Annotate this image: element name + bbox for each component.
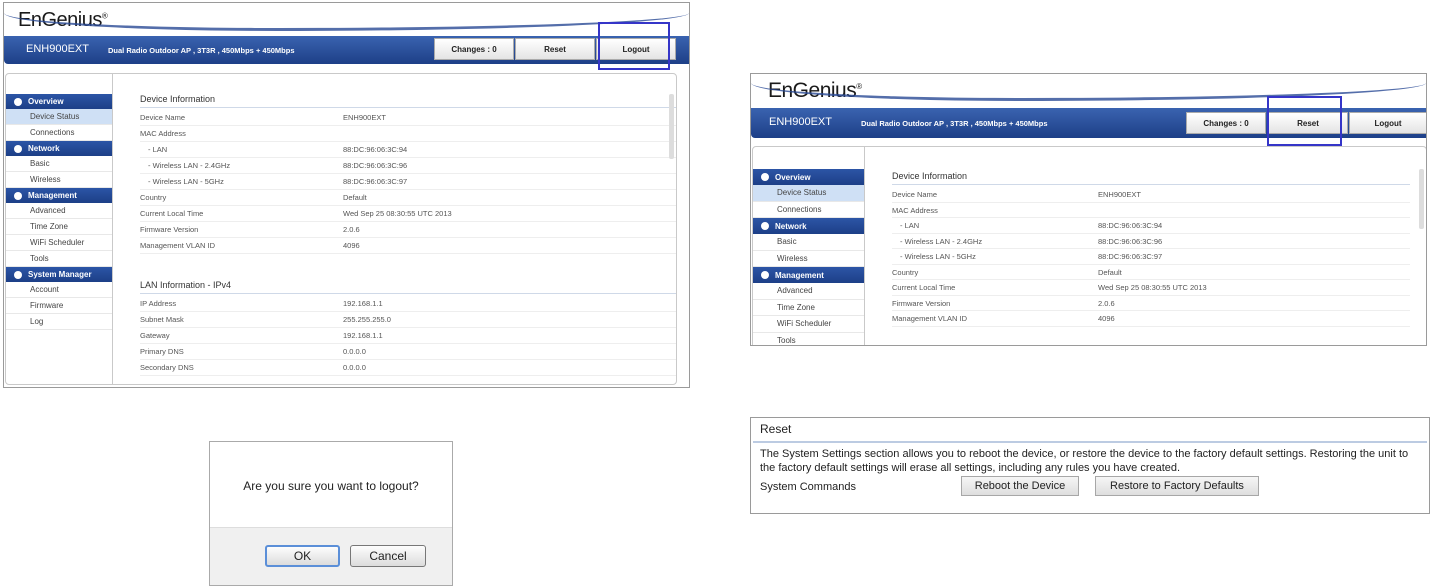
info-label: Country (140, 193, 167, 202)
info-row (140, 222, 676, 238)
sidebar-item-account[interactable]: Account (6, 282, 112, 298)
info-row (892, 265, 1410, 281)
sidebar-item-connections[interactable]: Connections (6, 125, 112, 141)
gear-icon (761, 271, 769, 279)
info-value: Default (1098, 267, 1122, 277)
info-label: Country (892, 267, 919, 277)
sidebar-item-advanced[interactable]: Advanced (753, 283, 864, 300)
logout-dialog (209, 441, 453, 586)
info-row (140, 126, 676, 142)
info-label: Primary DNS (140, 347, 184, 356)
info-label: Management VLAN ID (140, 241, 216, 250)
model-name: ENH900EXT (26, 43, 89, 55)
sidebar-section-management[interactable] (753, 267, 864, 283)
sidebar-section-system-manager[interactable] (6, 267, 112, 282)
info-value: Wed Sep 25 08:30:55 UTC 2013 (343, 209, 452, 218)
info-label: Management VLAN ID (892, 314, 968, 323)
scrollbar[interactable] (1419, 169, 1424, 229)
info-row (892, 311, 1410, 327)
info-row (140, 206, 676, 222)
info-value: 88:DC:96:06:3C:96 (343, 161, 408, 170)
info-value: 2.0.6 (343, 225, 360, 234)
brand-logo: EnGenius® (18, 9, 108, 31)
info-label: IP Address (140, 299, 177, 308)
info-label: MAC Address (140, 129, 186, 138)
info-row (140, 190, 676, 206)
info-value: 2.0.6 (1098, 298, 1115, 308)
sidebar-item-time-zone[interactable]: Time Zone (6, 219, 112, 235)
sidebar-item-firmware[interactable]: Firmware (6, 298, 112, 314)
sidebar-section-label: System Manager (28, 270, 92, 279)
sidebar-item-device-status[interactable]: Device Status (753, 185, 864, 202)
info-row (892, 187, 1410, 203)
right-screenshot (750, 73, 1427, 346)
info-row (892, 280, 1410, 296)
info-row (892, 249, 1410, 265)
info-row (140, 296, 676, 312)
info-row (140, 174, 676, 190)
user-icon (14, 271, 22, 279)
info-label: Device Name (140, 113, 186, 122)
info-label: - Wireless LAN - 2.4GHz (148, 161, 231, 170)
info-value: 4096 (1098, 314, 1115, 323)
info-value: 88:DC:96:06:3C:94 (1098, 221, 1163, 230)
sidebar-section-label: Overview (28, 97, 64, 106)
info-value: 0.0.0.0 (343, 363, 366, 372)
info-value: ENH900EXT (1098, 190, 1141, 199)
info-row (140, 344, 676, 360)
content-area (752, 146, 1427, 346)
info-label: Secondary DNS (140, 363, 194, 372)
sidebar-section-overview[interactable] (753, 169, 864, 185)
sidebar-item-basic[interactable]: Basic (753, 234, 864, 251)
sidebar-item-log[interactable]: Log (6, 314, 112, 330)
sidebar-section-network[interactable] (6, 141, 112, 156)
info-label: Current Local Time (140, 209, 204, 218)
logout-message: Are you sure you want to logout? (243, 479, 419, 493)
info-label: Current Local Time (892, 283, 956, 292)
info-row (140, 110, 676, 126)
sidebar-item-connections[interactable]: Connections (753, 202, 864, 219)
info-value: 88:DC:96:06:3C:94 (343, 145, 408, 154)
logout-highlight (598, 22, 670, 70)
reset-title: Reset (760, 422, 792, 436)
reset-description: The System Settings section allows you to reboot the device, or restore the device to the factory default settings. Restoring the unit to the factory default settings will erase all settings, including any rules you have created. (760, 448, 1409, 474)
main-panel (114, 74, 676, 384)
sidebar-item-tools[interactable]: Tools (753, 333, 864, 347)
changes-button[interactable]: Changes : 0 (1186, 112, 1266, 134)
sidebar-item-wireless[interactable]: Wireless (6, 172, 112, 188)
brand-logo: EnGenius® (768, 79, 862, 102)
changes-button[interactable]: Changes : 0 (434, 38, 514, 60)
scrollbar[interactable] (669, 94, 674, 159)
gear-icon (14, 192, 22, 200)
info-value: ENH900EXT (343, 113, 386, 122)
info-label: - Wireless LAN - 5GHz (900, 252, 976, 261)
info-row (892, 203, 1410, 219)
logout-button[interactable]: Logout (596, 38, 676, 60)
ok-button[interactable]: OK (265, 545, 340, 567)
reset-button[interactable]: Reset (1268, 112, 1348, 134)
info-label: Firmware Version (892, 298, 951, 308)
sidebar-section-label: Network (775, 221, 807, 231)
content-area (5, 73, 677, 385)
sidebar-section-management[interactable] (6, 188, 112, 203)
lan-info-title: LAN Information - IPv4 (140, 280, 676, 294)
main-panel (866, 147, 1426, 346)
info-row (892, 296, 1410, 312)
info-value: 88:DC:96:06:3C:96 (1098, 236, 1163, 246)
logout-button[interactable]: Logout (1349, 112, 1427, 134)
info-value: 88:DC:96:06:3C:97 (1098, 252, 1163, 261)
sidebar-section-network[interactable] (753, 218, 864, 234)
sidebar-item-advanced[interactable]: Advanced (6, 203, 112, 219)
info-row (140, 158, 676, 174)
tagline: Dual Radio Outdoor AP , 3T3R , 450Mbps + 450Mbps (861, 119, 1048, 128)
info-row (892, 218, 1410, 234)
info-label: - LAN (148, 145, 168, 154)
info-value: Default (343, 193, 367, 202)
info-label: Firmware Version (140, 225, 199, 234)
sidebar-section-label: Overview (775, 172, 811, 182)
tagline: Dual Radio Outdoor AP , 3T3R , 450Mbps + 450Mbps (108, 46, 295, 55)
system-commands-label: System Commands (760, 481, 856, 493)
info-label: Subnet Mask (140, 315, 184, 324)
restore-defaults-button[interactable]: Restore to Factory Defaults (1095, 476, 1259, 496)
info-row (892, 234, 1410, 250)
info-value: Wed Sep 25 08:30:55 UTC 2013 (1098, 283, 1207, 292)
info-label: - Wireless LAN - 5GHz (148, 177, 224, 186)
share-icon (761, 222, 769, 230)
sidebar-item-wifi-scheduler[interactable]: WiFi Scheduler (6, 235, 112, 251)
info-label: Device Name (892, 190, 938, 199)
info-value: 4096 (343, 241, 360, 250)
model-name: ENH900EXT (769, 116, 832, 128)
sidebar-item-tools[interactable]: Tools (6, 251, 112, 267)
info-icon (14, 98, 22, 106)
sidebar-item-device-status[interactable]: Device Status (6, 109, 112, 125)
info-value: 88:DC:96:06:3C:97 (343, 177, 408, 186)
reset-highlight (1267, 96, 1342, 146)
device-info-title: Device Information (892, 171, 1410, 185)
sidebar-item-time-zone[interactable]: Time Zone (753, 300, 864, 317)
sidebar-item-basic[interactable]: Basic (6, 156, 112, 172)
reboot-button[interactable]: Reboot the Device (961, 476, 1079, 496)
sidebar-section-overview[interactable] (6, 94, 112, 109)
sidebar-item-wireless[interactable]: Wireless (753, 251, 864, 268)
info-row (140, 312, 676, 328)
reset-panel (750, 417, 1430, 514)
info-label: - Wireless LAN - 2.4GHz (900, 236, 983, 246)
info-row (140, 238, 676, 254)
reset-button[interactable]: Reset (515, 38, 595, 60)
sidebar-section-label: Management (28, 191, 77, 200)
info-row (140, 142, 676, 158)
info-value: 255.255.255.0 (343, 315, 391, 324)
cancel-button[interactable]: Cancel (350, 545, 426, 567)
sidebar-section-label: Network (28, 144, 60, 153)
info-value: 192.168.1.1 (343, 299, 383, 308)
sidebar-section-label: Management (775, 270, 824, 280)
info-row (140, 360, 676, 376)
device-info-title: Device Information (140, 94, 676, 108)
info-label: Gateway (140, 331, 170, 340)
info-value: 192.168.1.1 (343, 331, 383, 340)
info-row (140, 328, 676, 344)
left-screenshot (3, 2, 690, 388)
info-icon (761, 173, 769, 181)
info-label: - LAN (900, 221, 920, 230)
share-icon (14, 145, 22, 153)
info-label: MAC Address (892, 205, 938, 215)
info-value: 0.0.0.0 (343, 347, 366, 356)
sidebar-item-wifi-scheduler[interactable]: WiFi Scheduler (753, 316, 864, 333)
